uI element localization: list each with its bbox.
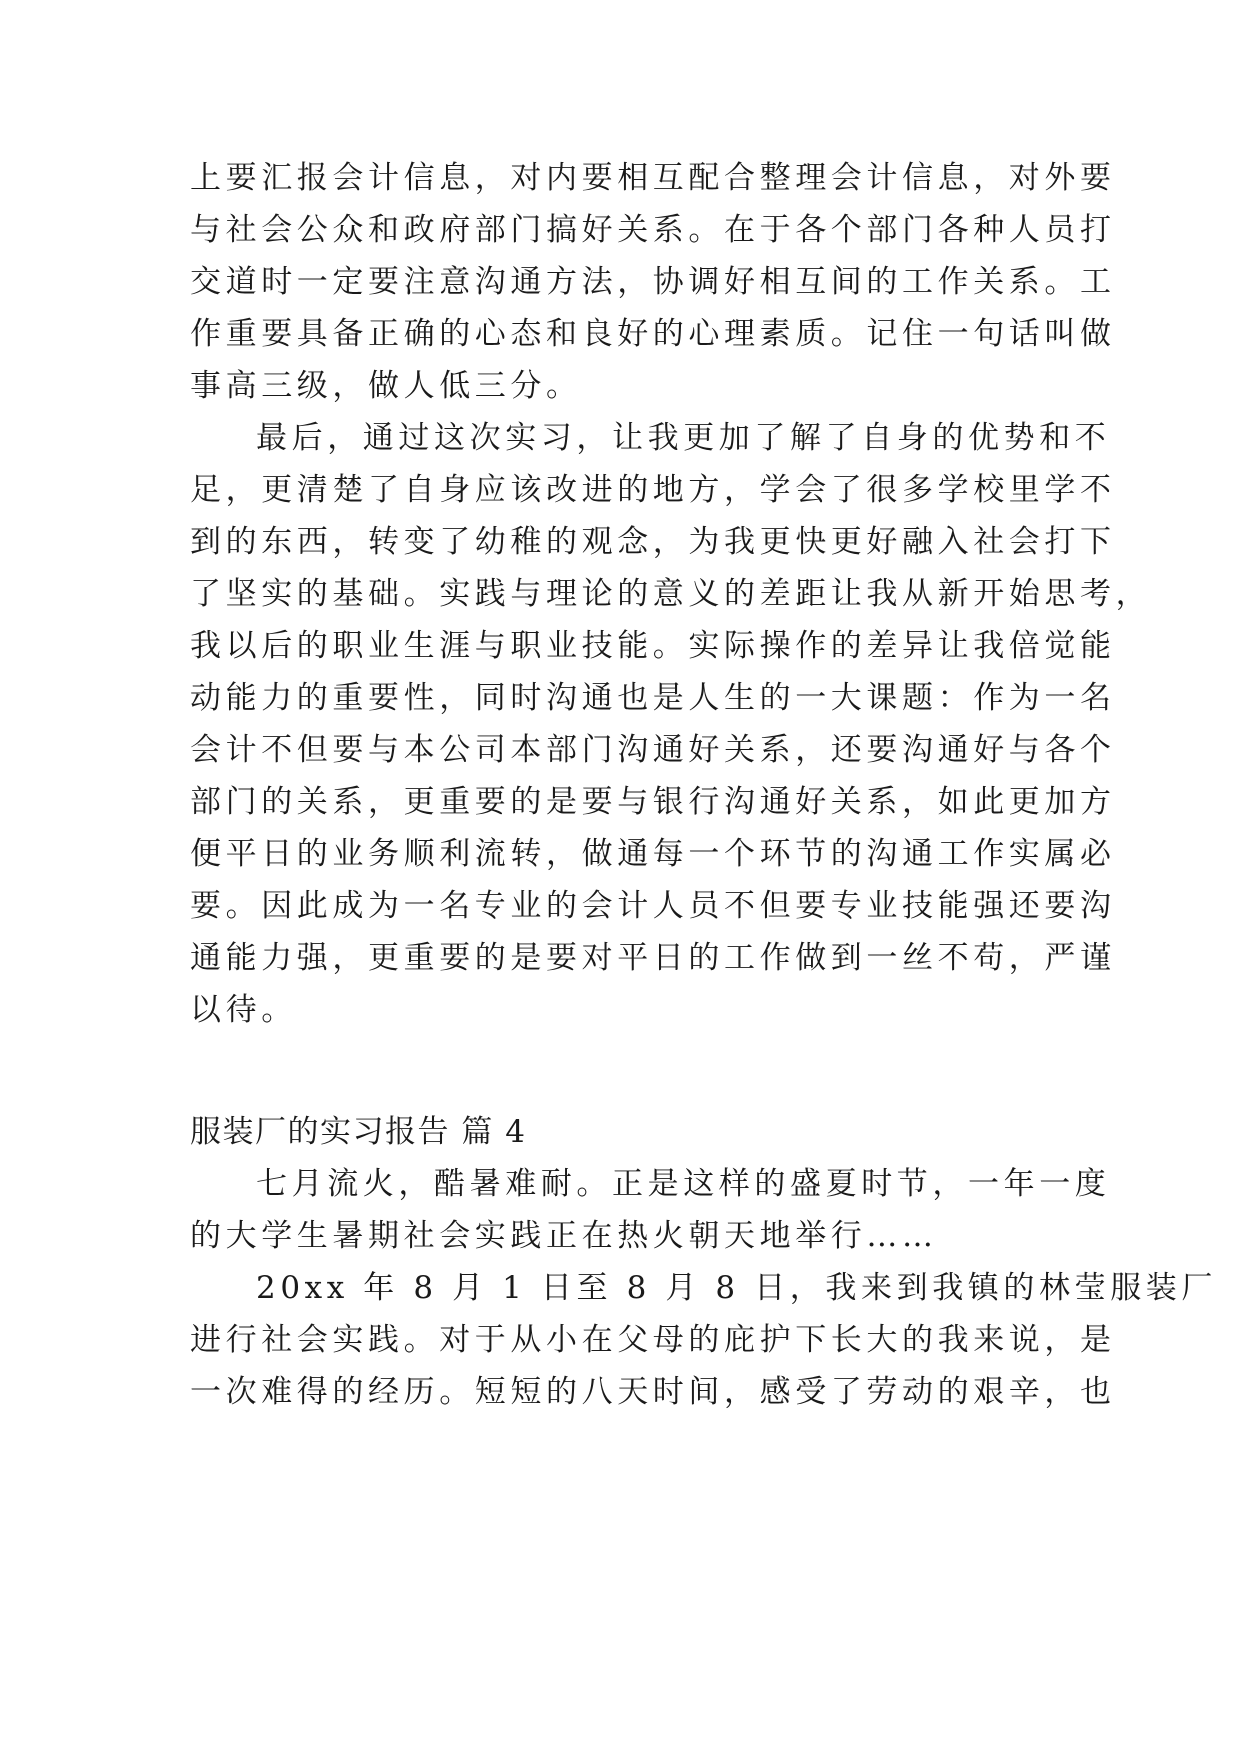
text-line: 动能力的重要性，同时沟通也是人生的一大课题：作为一名	[190, 680, 1116, 716]
text-line: 上要汇报会计信息，对内要相互配合整理会计信息，对外要	[190, 160, 1116, 196]
text-line: 要。因此成为一名专业的会计人员不但要专业技能强还要沟	[190, 888, 1116, 924]
paragraph	[190, 158, 1116, 418]
text-line: 交道时一定要注意沟通方法，协调好相互间的工作关系。工	[190, 264, 1116, 300]
text-line: 会计不但要与本公司本部门沟通好关系，还要沟通好与各个	[190, 732, 1116, 768]
paragraph	[190, 1164, 1111, 1268]
text-line: 事高三级，做人低三分。	[190, 368, 582, 404]
text-line: 作重要具备正确的心态和良好的心理素质。记住一句话叫做	[190, 316, 1116, 352]
text-line: 了坚实的基础。实践与理论的意义的差距让我从新开始思考，	[190, 576, 1152, 612]
section-spacer	[190, 1042, 1050, 1112]
text-line: 足，更清楚了自身应该改进的地方，学会了很多学校里学不	[190, 472, 1116, 508]
text-line: 我以后的职业生涯与职业技能。实际操作的差异让我倍觉能	[190, 628, 1116, 664]
text-line: 便平日的业务顺利流转，做通每一个环节的沟通工作实属必	[190, 836, 1116, 872]
text-line: 以待。	[190, 992, 297, 1028]
text-line: 通能力强，更重要的是要对平日的工作做到一丝不苟，严谨	[190, 940, 1116, 976]
text-line: 的大学生暑期社会实践正在热火朝天地举行……	[190, 1218, 938, 1254]
paragraph	[190, 418, 1152, 1042]
text-line: 一次难得的经历。短短的八天时间，感受了劳动的艰辛，也	[190, 1374, 1116, 1410]
text-line: 部门的关系，更重要的是要与银行沟通好关系，如此更加方	[190, 784, 1116, 820]
text-line: 最后，通过这次实习，让我更加了解了自身的优势和不	[256, 420, 1111, 456]
text-line: 到的东西，转变了幼稚的观念，为我更快更好融入社会打下	[190, 524, 1116, 560]
section-heading: 服装厂的实习报告 篇 4	[190, 1114, 527, 1150]
text-line: 20xx 年 8 月 1 日至 8 月 8 日，我来到我镇的林莹服装厂	[256, 1270, 1217, 1306]
paragraph	[190, 1268, 1217, 1424]
document-page	[190, 158, 1217, 1424]
text-line: 进行社会实践。对于从小在父母的庇护下长大的我来说，是	[190, 1322, 1116, 1358]
text-line: 七月流火，酷暑难耐。正是这样的盛夏时节，一年一度	[256, 1166, 1111, 1202]
text-line: 与社会公众和政府部门搞好关系。在于各个部门各种人员打	[190, 212, 1116, 248]
